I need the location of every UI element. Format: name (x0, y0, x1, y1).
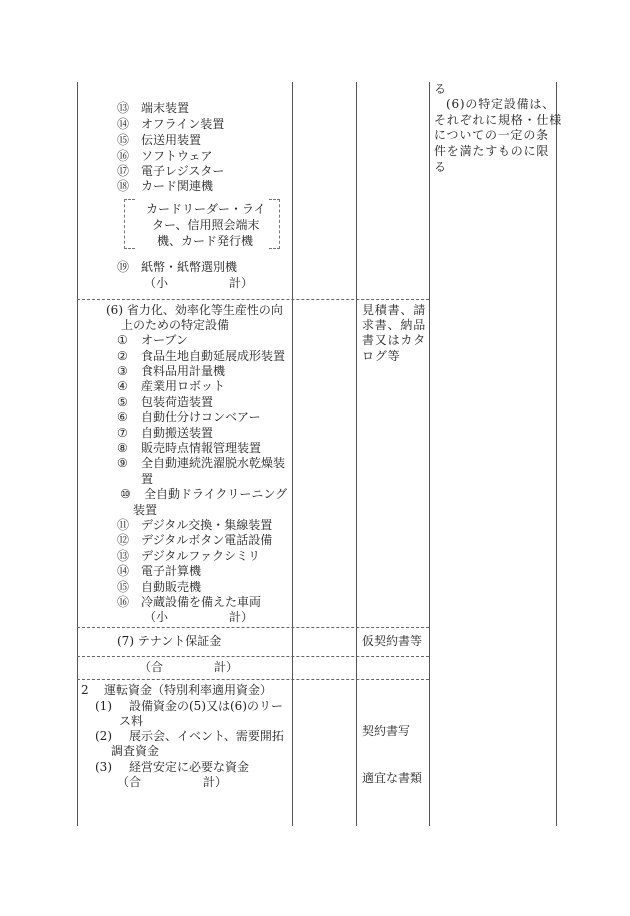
item-text: 自動搬送装置 (141, 426, 214, 440)
total-label: （合 (139, 660, 164, 674)
section-6-title: 上のための特定設備 (121, 318, 230, 332)
item-number: ⑫ (117, 533, 130, 547)
bracket-note: ター、信用照会端末 (152, 218, 260, 232)
remarks-text: (6)の特定設備は、 (446, 97, 555, 111)
item-text: デジタル交換・集線装置 (141, 518, 273, 532)
remarks-text: る (434, 160, 447, 174)
item-text: オフライン装置 (141, 117, 225, 131)
required-docs: 書又はカタ (362, 333, 427, 347)
row-divider (77, 656, 429, 657)
section-7-title: (7) テナント保証金 (117, 634, 222, 648)
item-text: 全自動連続洗濯脱水乾燥装 (141, 456, 286, 470)
item-number: ⑯ (117, 595, 130, 609)
subtotal-label: 計） (229, 276, 254, 290)
bracket-left (124, 199, 135, 249)
required-docs: 適宜な書類 (362, 771, 423, 785)
item-text: 電子レジスター (141, 164, 225, 178)
item-number: ⑯ (117, 149, 130, 163)
item-number: ⑮ (117, 133, 130, 147)
item-number: ④ (117, 379, 128, 393)
item-text: カード関連機 (141, 179, 214, 193)
item-number: ⑦ (117, 426, 128, 440)
section-2-title: 運転資金（特別利率適用資金） (104, 683, 273, 697)
item-number: ③ (117, 364, 128, 378)
item-text: 伝送用装置 (141, 133, 202, 147)
item-number: ⑨ (117, 456, 128, 470)
item-number: ⑩ (120, 487, 131, 501)
item-text: 電子計算機 (141, 564, 202, 578)
required-docs: 求書、納品 (362, 318, 427, 332)
item-text: ソフトウェア (141, 149, 213, 163)
item-number: ⑭ (117, 117, 130, 131)
item-text: 端末装置 (141, 101, 190, 115)
item-text: デジタルボタン電話設備 (141, 533, 273, 547)
item-text: ス料 (119, 714, 144, 728)
item-text: 食品生地自動延展成形装置 (141, 349, 286, 363)
item-number: ⑪ (117, 518, 130, 532)
row-divider (77, 627, 429, 628)
item-number: ⑧ (117, 441, 128, 455)
item-text: オーブン (141, 333, 188, 347)
item-number: (3) (95, 760, 112, 774)
column-divider (429, 82, 430, 826)
section-2-number: 2 (81, 683, 89, 697)
bracket-note: 機、カード発行機 (157, 234, 254, 248)
section-6-title: (6) 省力化、効率化等生産性の向 (106, 303, 283, 317)
item-number: (2) (95, 729, 112, 743)
item-text: 調査資金 (111, 744, 160, 758)
item-text: 自動仕分けコンベアー (141, 410, 261, 424)
item-text: 展示会、イベント、需要開拓 (129, 729, 284, 743)
total-label: 計） (214, 660, 239, 674)
item-text: 販売時点情報管理装置 (141, 441, 262, 455)
item-text: 冷蔵設備を備えた車両 (141, 595, 262, 609)
row-divider (77, 679, 429, 680)
subtotal-label: 計） (229, 610, 254, 624)
item-text: 全自動ドライクリーニング (144, 487, 288, 501)
bracket-right (269, 199, 280, 249)
required-docs: 契約書写 (362, 724, 411, 738)
item-text: 装置 (133, 503, 158, 517)
item-text: 設備資金の(5)又は(6)のリー (129, 699, 283, 713)
item-number: ⑭ (117, 564, 130, 578)
item-number: ① (117, 333, 128, 347)
item-text: 産業用ロボット (141, 379, 226, 393)
item-text: デジタルファクシミリ (141, 549, 261, 563)
item-number: ⑱ (117, 179, 130, 193)
item-number: ⑲ (117, 260, 130, 274)
item-number: ⑮ (117, 580, 130, 594)
required-docs: ログ等 (362, 349, 401, 363)
table-border-right (556, 82, 557, 826)
remarks-text: についての一定の条 (434, 128, 549, 142)
item-text: 経営安定に必要な資金 (129, 760, 250, 774)
subtotal-label: （小 (144, 610, 169, 624)
item-number: ⑬ (117, 101, 130, 115)
remarks-text: 件を満たすものに限 (434, 144, 550, 158)
total-label: 計） (203, 775, 228, 789)
bracket-note: カードリーダー・ライ (146, 202, 266, 216)
column-divider (356, 82, 357, 826)
required-docs: 見積書、請 (362, 303, 427, 317)
column-divider (292, 82, 293, 826)
item-number: ⑥ (117, 410, 128, 424)
remarks-text: る (434, 82, 447, 96)
item-number: (1) (95, 699, 112, 713)
total-label: （合 (117, 775, 142, 789)
item-text: 包装荷造装置 (141, 395, 214, 409)
row-divider (77, 299, 429, 300)
item-text: 紙幣・紙幣選別機 (141, 260, 238, 274)
remarks-text: それぞれに規格・仕様 (434, 113, 563, 127)
item-text: 食料品用計量機 (141, 364, 226, 378)
item-text: 自動販売機 (141, 580, 202, 594)
required-docs: 仮契約書等 (362, 634, 423, 648)
item-number: ② (117, 349, 128, 363)
subtotal-label: （小 (144, 276, 169, 290)
item-number: ⑤ (117, 395, 128, 409)
item-number: ⑬ (117, 549, 130, 563)
item-text: 置 (141, 472, 154, 486)
table-border-left (77, 82, 78, 826)
item-number: ⑰ (117, 164, 130, 178)
